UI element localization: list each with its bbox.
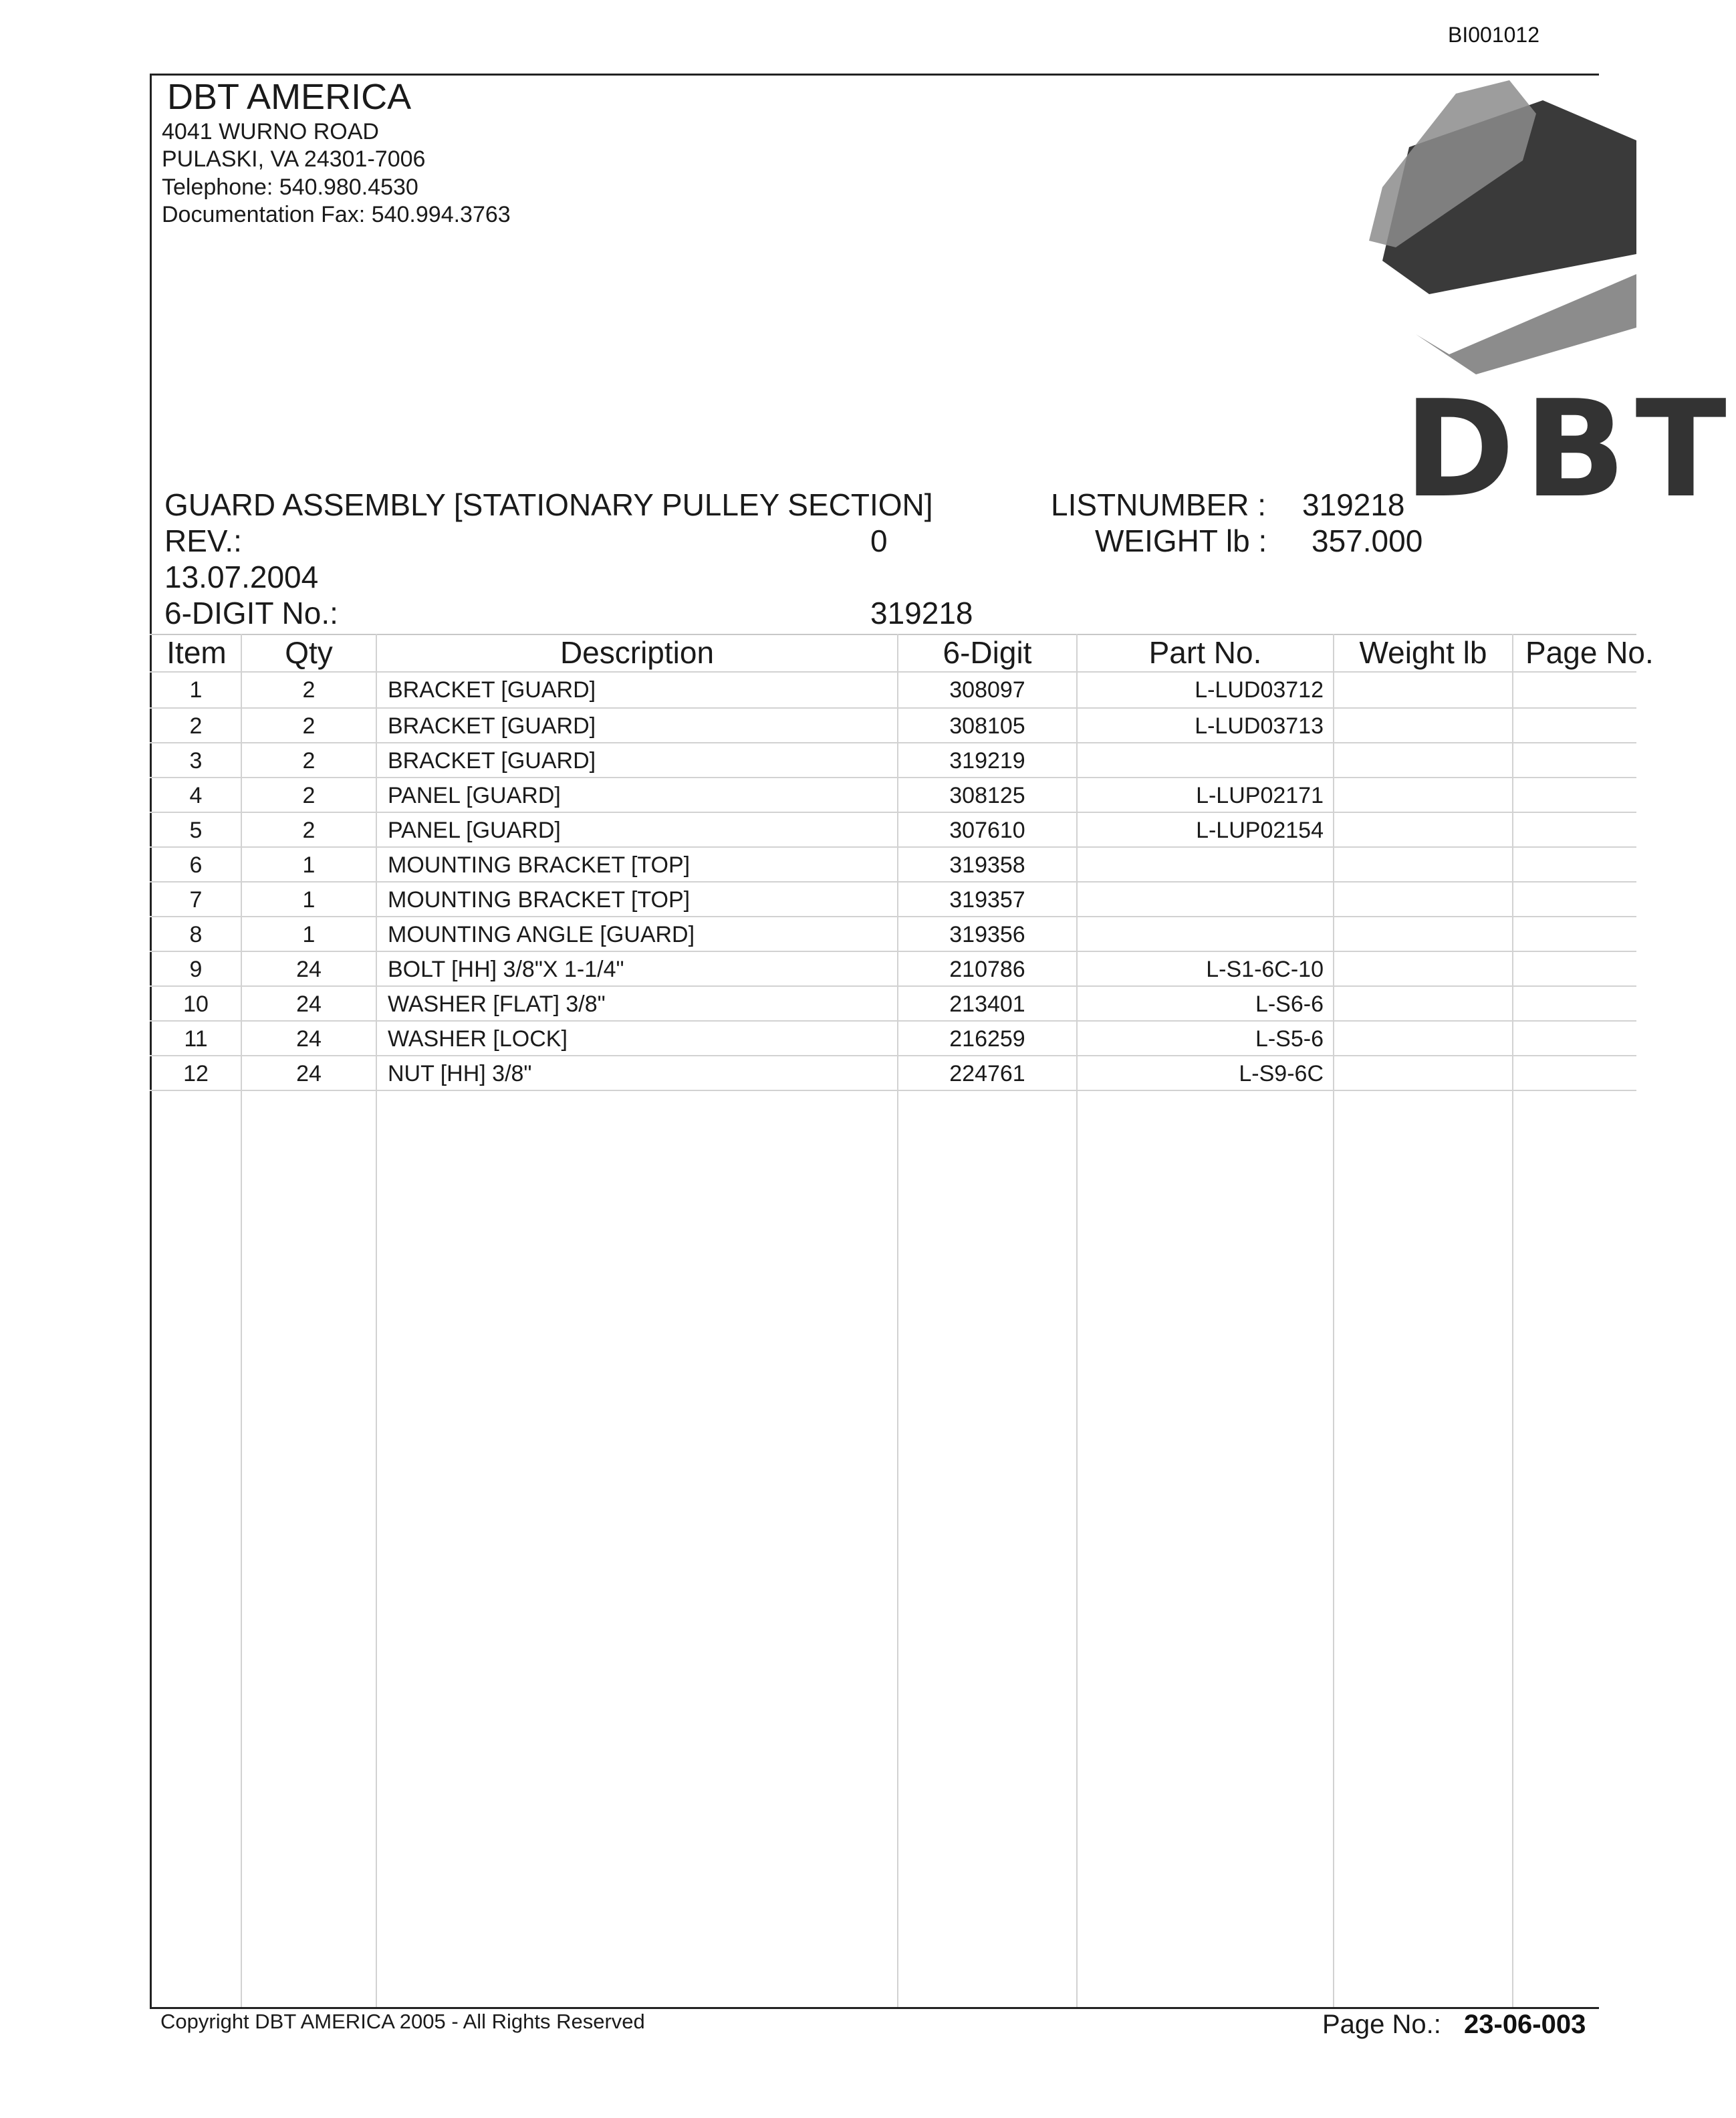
cell-six-digit: 308097 bbox=[949, 677, 1025, 703]
cell-description: WASHER [LOCK] bbox=[388, 1026, 568, 1052]
cell-weight bbox=[1334, 1056, 1509, 1091]
cell-item: 2 bbox=[189, 713, 203, 739]
cell-item: 4 bbox=[189, 783, 203, 808]
cell-six-digit: 224761 bbox=[949, 1061, 1025, 1086]
cell-six-digit: 308105 bbox=[949, 713, 1025, 739]
cell-weight bbox=[1334, 848, 1509, 882]
cell-qty: 2 bbox=[302, 677, 316, 703]
column-header-part-no: Part No. bbox=[1148, 635, 1262, 670]
telephone-line: Telephone: 540.980.4530 bbox=[162, 174, 418, 200]
assembly-title: GUARD ASSEMBLY [STATIONARY PULLEY SECTION] bbox=[164, 487, 933, 522]
table-row bbox=[0, 987, 1636, 1022]
cell-item: 6 bbox=[189, 852, 203, 878]
table-row bbox=[0, 1022, 1636, 1056]
cell-qty: 24 bbox=[296, 991, 322, 1017]
cell-item: 5 bbox=[189, 818, 203, 843]
cell-description: WASHER [FLAT] 3/8" bbox=[388, 991, 606, 1017]
document-date: 13.07.2004 bbox=[164, 560, 319, 594]
cell-weight bbox=[1334, 987, 1509, 1022]
table-row bbox=[0, 778, 1636, 813]
cell-part-no bbox=[1078, 917, 1324, 952]
cell-description: MOUNTING BRACKET [TOP] bbox=[388, 852, 691, 878]
cell-part-no bbox=[1078, 848, 1324, 882]
cell-six-digit: 307610 bbox=[949, 818, 1025, 843]
column-header-qty: Qty bbox=[285, 635, 333, 670]
cell-part-no: L-S5-6 bbox=[1255, 1026, 1324, 1052]
listnumber-label: LISTNUMBER : bbox=[1051, 487, 1267, 522]
page-number-value: 23-06-003 bbox=[1464, 2010, 1586, 2039]
cell-part-no: L-LUD03712 bbox=[1195, 677, 1324, 703]
cell-item: 3 bbox=[189, 748, 203, 774]
row-divider bbox=[150, 1090, 1636, 1091]
cell-six-digit: 216259 bbox=[949, 1026, 1025, 1052]
weight-value: 357.000 bbox=[1312, 523, 1423, 558]
column-header-description: Description bbox=[560, 635, 715, 670]
column-header-weight: Weight lb bbox=[1359, 635, 1487, 670]
cell-description: NUT [HH] 3/8" bbox=[388, 1061, 532, 1086]
cell-six-digit: 319219 bbox=[949, 748, 1025, 774]
cell-item: 11 bbox=[184, 1026, 208, 1052]
six-digit-value: 319218 bbox=[870, 596, 973, 630]
cell-weight bbox=[1334, 952, 1509, 987]
fax-line: Documentation Fax: 540.994.3763 bbox=[162, 202, 511, 227]
table-row bbox=[0, 813, 1636, 848]
cell-description: PANEL [GUARD] bbox=[388, 818, 561, 843]
column-header-item: Item bbox=[166, 635, 227, 670]
column-header-six-digit: 6-Digit bbox=[943, 635, 1032, 670]
cell-description: BRACKET [GUARD] bbox=[388, 713, 596, 739]
page-number-label: Page No.: bbox=[1322, 2010, 1441, 2039]
cell-qty: 24 bbox=[296, 1061, 322, 1086]
cell-description: BRACKET [GUARD] bbox=[388, 748, 596, 774]
cell-page bbox=[1515, 952, 1636, 987]
cell-qty: 24 bbox=[296, 957, 322, 982]
cell-description: PANEL [GUARD] bbox=[388, 783, 561, 808]
cell-six-digit: 308125 bbox=[949, 783, 1025, 808]
cell-weight bbox=[1334, 813, 1509, 848]
cell-page bbox=[1515, 1022, 1636, 1056]
cell-page bbox=[1515, 917, 1636, 952]
cell-item: 9 bbox=[189, 957, 203, 982]
cell-part-no: L-S6-6 bbox=[1255, 991, 1324, 1017]
rev-value: 0 bbox=[870, 523, 888, 558]
cell-six-digit: 213401 bbox=[949, 991, 1025, 1017]
copyright-notice: Copyright DBT AMERICA 2005 - All Rights Reserved bbox=[160, 2010, 645, 2033]
cell-part-no: L-S1-6C-10 bbox=[1206, 957, 1324, 982]
cell-qty: 2 bbox=[302, 818, 316, 843]
cell-item: 8 bbox=[189, 922, 203, 947]
six-digit-label: 6-DIGIT No.: bbox=[164, 596, 338, 630]
cell-part-no: L-LUP02171 bbox=[1196, 783, 1324, 808]
address-line: PULASKI, VA 24301-7006 bbox=[162, 146, 426, 172]
cell-page bbox=[1515, 813, 1636, 848]
cell-qty: 2 bbox=[302, 713, 316, 739]
table-row bbox=[0, 1056, 1636, 1091]
cell-page bbox=[1515, 882, 1636, 917]
cell-item: 1 bbox=[189, 677, 203, 703]
document-id: BI001012 bbox=[1448, 23, 1540, 47]
cell-item: 12 bbox=[183, 1061, 209, 1086]
cell-weight bbox=[1334, 709, 1509, 743]
cell-qty: 1 bbox=[302, 887, 316, 913]
cell-page bbox=[1515, 743, 1636, 778]
cell-page bbox=[1515, 987, 1636, 1022]
cell-item: 7 bbox=[189, 887, 203, 913]
cell-weight bbox=[1334, 673, 1509, 707]
cell-qty: 24 bbox=[296, 1026, 322, 1052]
cell-part-no: L-LUD03713 bbox=[1195, 713, 1324, 739]
frame-bottom-line bbox=[150, 2007, 1599, 2009]
cell-part-no: L-S9-6C bbox=[1239, 1061, 1324, 1086]
cell-part-no bbox=[1078, 743, 1324, 778]
cell-page bbox=[1515, 778, 1636, 813]
cell-six-digit: 319357 bbox=[949, 887, 1025, 913]
cell-weight bbox=[1334, 778, 1509, 813]
cell-page bbox=[1515, 673, 1636, 707]
cell-page bbox=[1515, 709, 1636, 743]
cell-weight bbox=[1334, 882, 1509, 917]
table-row bbox=[0, 743, 1636, 778]
cell-part-no: L-LUP02154 bbox=[1196, 818, 1324, 843]
weight-label: WEIGHT lb : bbox=[1095, 523, 1267, 558]
cell-six-digit: 319356 bbox=[949, 922, 1025, 947]
cell-description: BRACKET [GUARD] bbox=[388, 677, 596, 703]
logo-wordmark: DBT bbox=[1404, 372, 1736, 527]
column-header-page-no: Page No. bbox=[1525, 635, 1654, 670]
cell-weight bbox=[1334, 743, 1509, 778]
cell-qty: 1 bbox=[302, 852, 316, 878]
cell-weight bbox=[1334, 917, 1509, 952]
table-row bbox=[0, 917, 1636, 952]
address-line: 4041 WURNO ROAD bbox=[162, 119, 379, 144]
table-row bbox=[0, 952, 1636, 987]
cell-description: BOLT [HH] 3/8"X 1-1/4" bbox=[388, 957, 624, 982]
cell-part-no bbox=[1078, 882, 1324, 917]
cell-qty: 2 bbox=[302, 748, 316, 774]
company-name: DBT AMERICA bbox=[167, 77, 412, 117]
cell-qty: 2 bbox=[302, 783, 316, 808]
table-row bbox=[0, 882, 1636, 917]
cell-page bbox=[1515, 1056, 1636, 1091]
table-row bbox=[0, 673, 1636, 707]
table-row bbox=[0, 709, 1636, 743]
table-row bbox=[0, 848, 1636, 882]
cell-weight bbox=[1334, 1022, 1509, 1056]
rev-label: REV.: bbox=[164, 523, 242, 558]
cell-description: MOUNTING ANGLE [GUARD] bbox=[388, 922, 695, 947]
cell-six-digit: 319358 bbox=[949, 852, 1025, 878]
cell-six-digit: 210786 bbox=[949, 957, 1025, 982]
listnumber-value: 319218 bbox=[1302, 487, 1405, 522]
cell-item: 10 bbox=[183, 991, 209, 1017]
cell-page bbox=[1515, 848, 1636, 882]
cell-qty: 1 bbox=[302, 922, 316, 947]
cell-description: MOUNTING BRACKET [TOP] bbox=[388, 887, 691, 913]
